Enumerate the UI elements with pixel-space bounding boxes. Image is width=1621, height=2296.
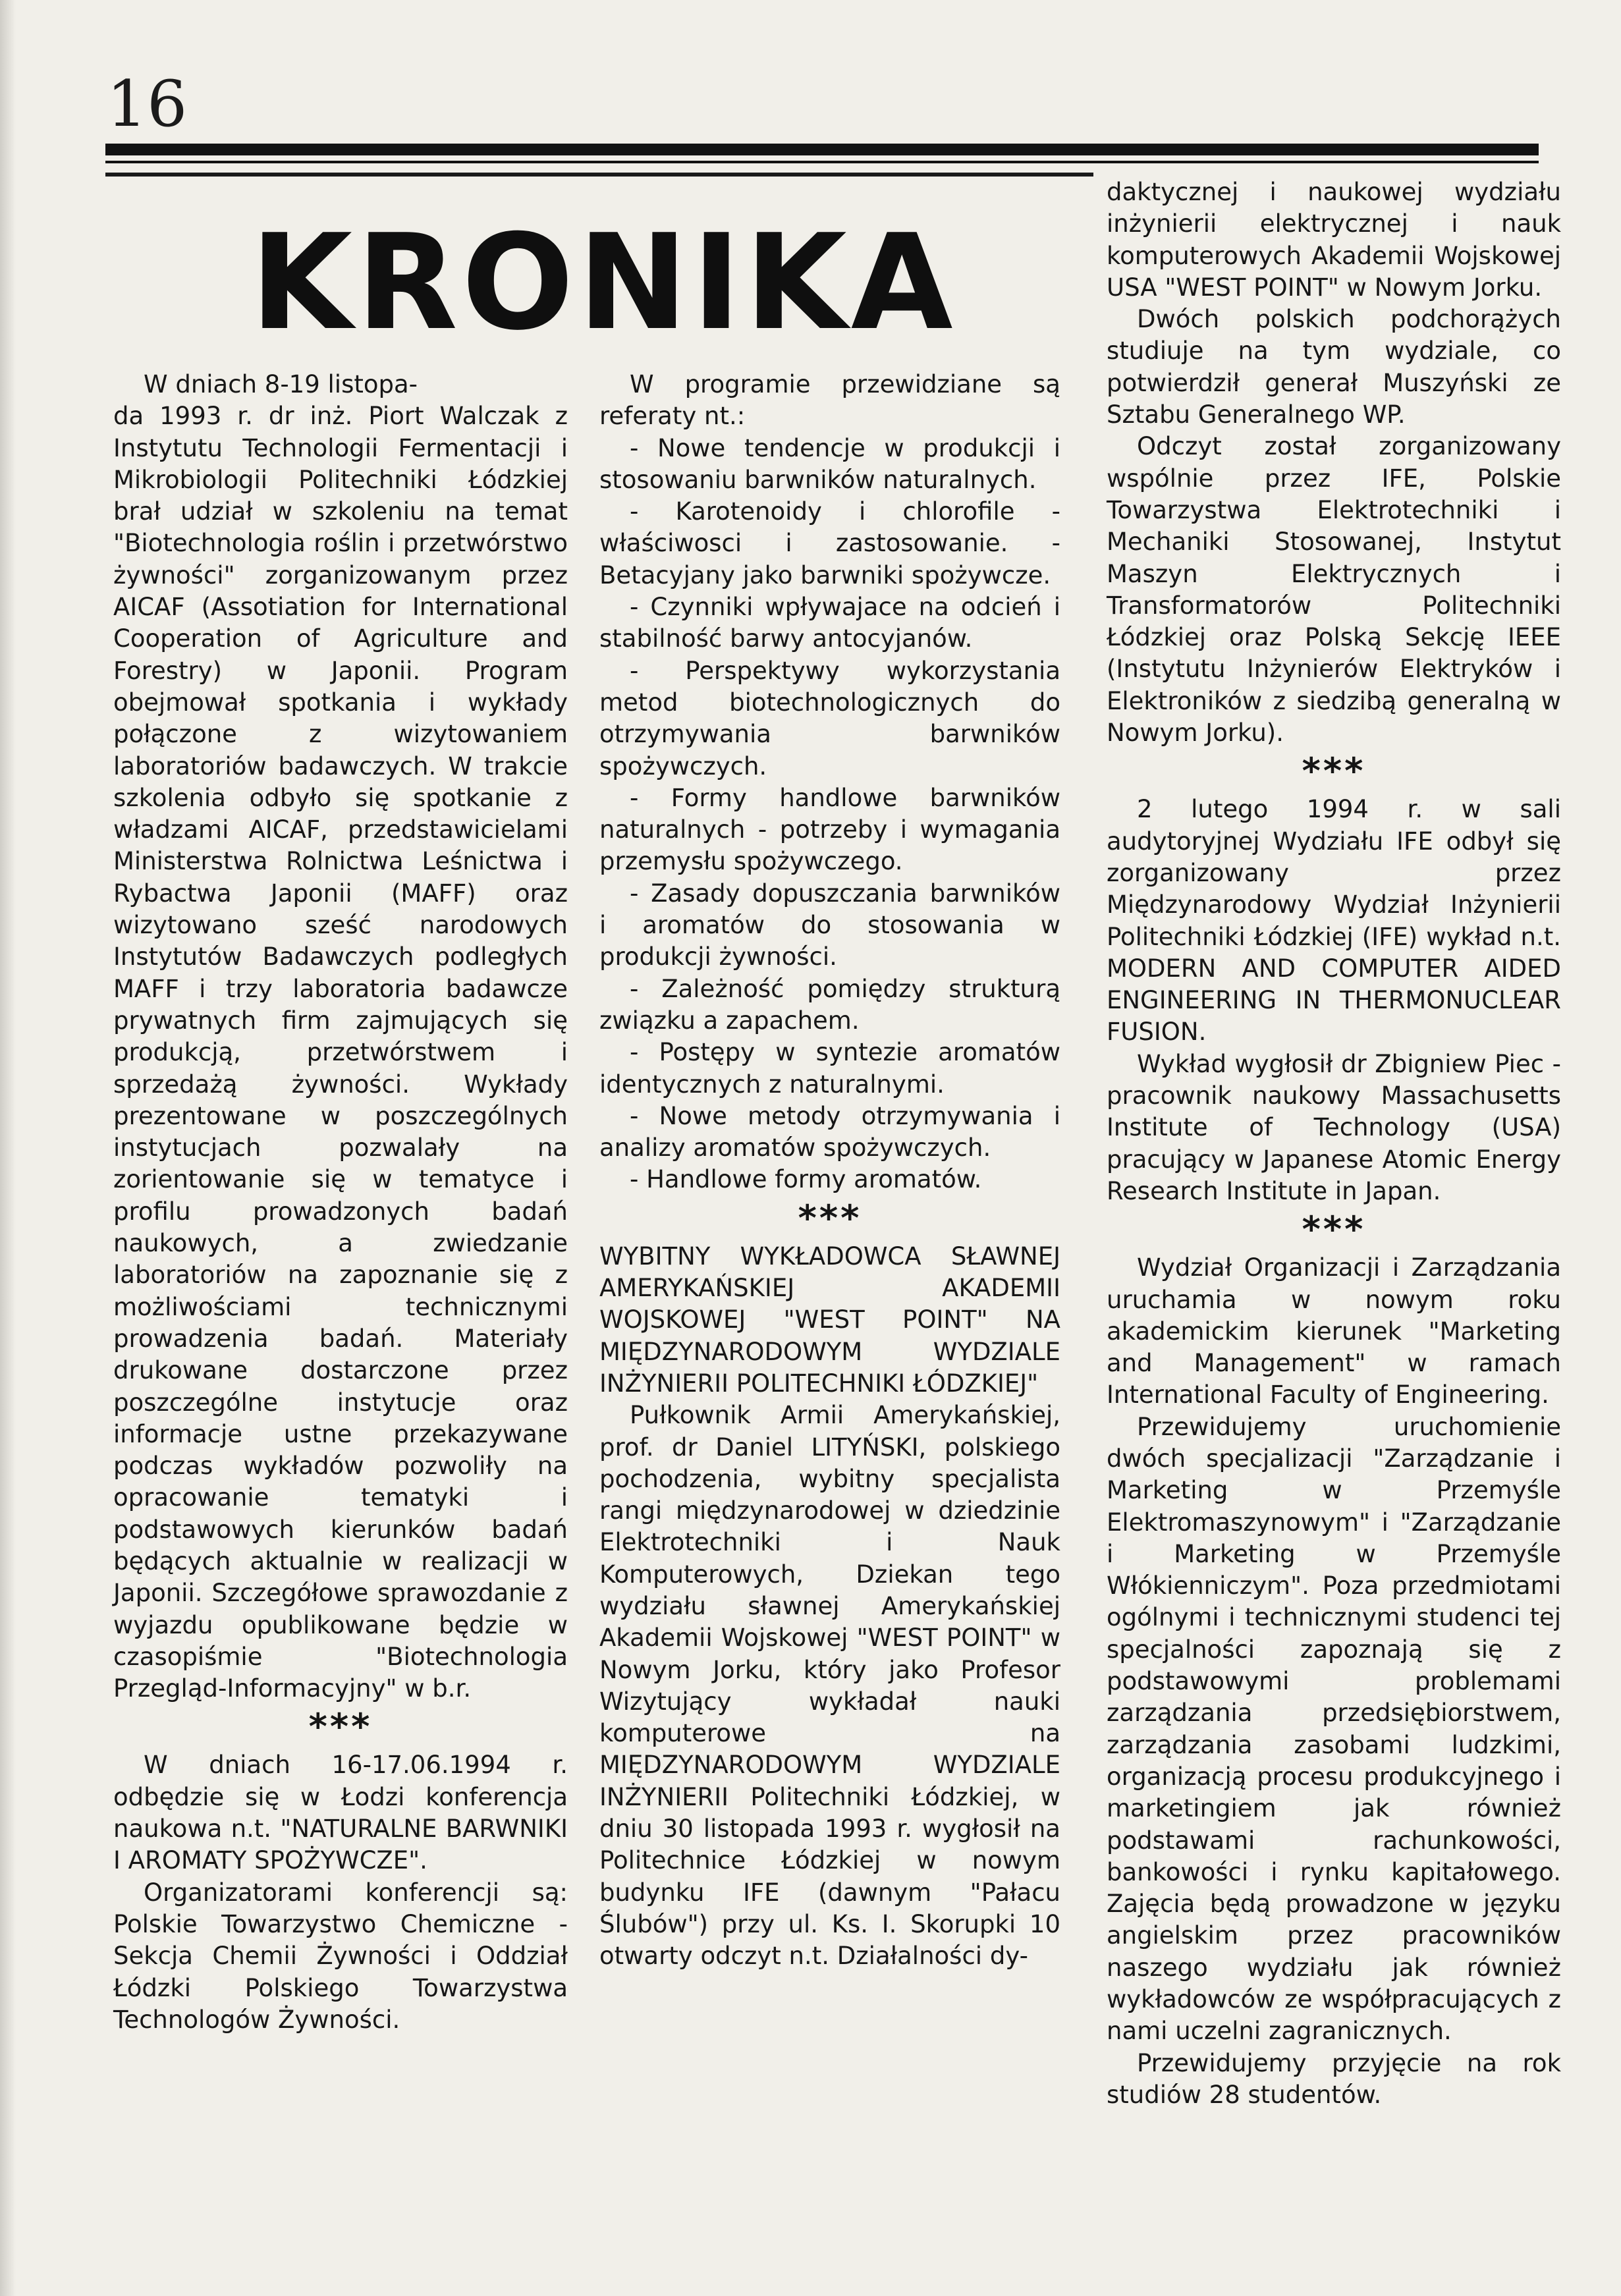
- list-item: - Nowe tendencje w produkcji i stosowaniu barwników naturalnych.: [599, 433, 1060, 494]
- list-item: - Postępy w syntezie aromatów identycznych z naturalnymi.: [599, 1038, 1060, 1099]
- paragraph-litynski-lecture: Pułkownik Armii Amerykańskiej, prof. dr Daniel LITYŃSKI, polskiego pochodzenia, wybitny specjalista rangi międzynarodowej w dziedzinie Elektrotechniki i Nauk Komputerowych, Dziekan tego wydziału sławnej Amerykańskiej Akademii Wojskowej "WEST POINT" w Nowym Jorku, który jako Profesor Wizytujący wykładał nauki komputerowe na MIĘDZYNARODOWYM WYDZIALE INŻYNIERII Politechniki Łódzkiej, w dniu 30 listopada 1993 r. wygłosił na Politechnice Łódzkiej w nowym budynku IFE (dawnym "Pałacu Ślubów") przy ul. Ks. I. Skorupki 10 otwarty odczyt n.t. Działalności dy-: [599, 1401, 1060, 1971]
- paragraph-cadets: Dwóch polskich podchorążych studiuje na tym wydziale, co potwierdził generał Muszyński ze Sztabu Generalnego WP.: [1107, 305, 1561, 429]
- list-item: - Czynniki wpływajace na odcień i stabilność barwy antocyjanów.: [599, 593, 1060, 653]
- list-item: - Perspektywy wykorzystania metod biotechnologicznych do otrzymywania barwników spożywczych.: [599, 656, 1060, 780]
- paragraph-lecturer: Wykład wygłosił dr Zbigniew Piec - pracownik naukowy Massachusetts Institute of Technology (USA) pracujący w Japanese Atomic Energy Research Institute in Japan.: [1107, 1049, 1561, 1205]
- binding-edge: [0, 0, 16, 2296]
- separator-stars: ***: [308, 1706, 373, 1748]
- paragraph-new-program: Wydział Organizacji i Zarządzania uruchamia w nowym roku akademickim kierunek "Marketing and Management" w ramach International Faculty of Engineering.: [1107, 1253, 1561, 1409]
- column-1: [113, 369, 568, 2036]
- header-rule-thin: [105, 161, 1539, 163]
- list-item: - Formy handlowe barwników naturalnych - potrzeby i wymagania przemysłu spożywczego.: [599, 783, 1060, 876]
- separator-stars: ***: [1302, 1209, 1366, 1251]
- header-rule-secondary: [105, 173, 1093, 177]
- paragraph-aicaf-training: W dniach 8-19 listopa- da 1993 r. dr inż. Piort Walczak z Instytutu Technologii Fermentacji i Mikrobiologii Politechniki Łódzkiej brał udział w szkoleniu na temat "Biotechnologia roślin i przetwórstwo żywności" zorganizowanym przez AICAF (Assotiation for International Cooperation of Agriculture and Forestry) w Japonii. Program obejmował spotkania i wykłady połączone z wizytowaniem laboratoriów badawczych. W trakcie szkolenia odbyło się spotkanie z władzami AICAF, przedstawicielami Ministerstwa Rolnictwa Leśnictwa i Rybactwa Japonii (MAFF) oraz wizytowano sześć narodowych Instytutów Badawczych podległych MAFF i trzy laboratoria badawcze prywatnych firm zajmujących się produkcją, przetwórstwem i sprzedażą żywności. Wykłady prezentowane w poszczególnych instytucjach pozwalały na zorientowanie się w tematyce i profilu prowadzonych badań naukowych, a zwiedzanie laboratoriów na zapoznanie się z możliwościami technicznymi prowadzenia badań. Materiały drukowane dostarczone przez poszczególne instytucje oraz informacje ustne przekazywane podczas wykładów pozwoliły na opracowanie tematyki i podstawowych kierunków badań będących aktualnie w realizacji w Japonii. Szczegółowe sprawozdanie z wyjazdu opublikowane będzie w czasopiśmie "Biotechnologia Przegląd-Informacyjny" w b.r.: [113, 370, 568, 1703]
- paragraph-continuation: daktycznej i naukowej wydziału inżynierii elektrycznej i nauk komputerowych Akademii Wojskowej USA "WEST POINT" w Nowym Jorku.: [1107, 178, 1561, 302]
- section-title: KRONIKA: [250, 206, 957, 360]
- list-item: - Zależność pomiędzy strukturą związku a zapachem.: [599, 974, 1060, 1035]
- list-item: - Nowe metody otrzymywania i analizy aromatów spożywczych.: [599, 1101, 1060, 1162]
- column-2: [599, 369, 1060, 1973]
- separator-stars: ***: [1302, 750, 1366, 792]
- paragraph-admissions: Przewidujemy przyjęcie na rok studiów 28 studentów.: [1107, 2048, 1561, 2109]
- article-headline: WYBITNY WYKŁADOWCA SŁAWNEJ AMERYKAŃSKIEJ AKADEMII WOJSKOWEJ "WEST POINT" NA MIĘDZYNARODOWYM WYDZIALE INŻYNIERII POLITECHNIKI ŁÓDZKIEJ": [599, 1242, 1060, 1398]
- list-item: - Zasady dopuszczania barwników i aromatów do stosowania w produkcji żywności.: [599, 879, 1060, 971]
- header-rule: [105, 144, 1539, 155]
- paragraph-fusion-lecture: 2 lutego 1994 r. w sali audytoryjnej Wydziału IFE odbył się zorganizowany przez Międzynarodowy Wydział Inżynierii Politechniki Łódzkiej (IFE) wykład n.t. MODERN AND COMPUTER AIDED ENGINEERING IN THERMONUCLEAR FUSION.: [1107, 795, 1561, 1047]
- list-item: - Karotenoidy i chlorofile - właściwosci i zastosowanie. - Betacyjany jako barwniki spożywcze.: [599, 497, 1060, 589]
- paragraph-program-intro: W programie przewidziane są referaty nt.:: [599, 370, 1060, 431]
- page-number: 16: [107, 67, 188, 141]
- separator-stars: ***: [798, 1197, 862, 1239]
- paragraph-specializations: Przewidujemy uruchomienie dwóch specjalizacji "Zarządzanie i Marketing w Przemyśle Elektromaszynowym" i "Zarządzanie i Marketing w Przemyśle Włókienniczym". Poza przedmiotami ogólnymi i technicznymi studenci tej specjalności zapoznają się z podstawowymi problemami zarządzania przedsiębiorstwem, zarządzania zasobami ludzkimi, organizacją procesu produkcyjnego i marketingiem jak również podstawami rachunkowości, bankowości i rynku kapitałowego. Zajęcia będą prowadzone w języku angielskim przez pracowników naszego wydziału jak również wykładowców ze współpracujących z nami uczelni zagranicznych.: [1107, 1412, 1561, 2046]
- column-3: [1107, 177, 1561, 2111]
- paragraph-conference-organizers: Organizatorami konferencji są: Polskie Towarzystwo Chemiczne - Sekcja Chemii Żywności i Oddział Łódzki Polskiego Towarzystwa Technologów Żywności.: [113, 1878, 568, 2034]
- paragraph-lecture-organizers: Odczyt został zorganizowany wspólnie przez IFE, Polskie Towarzystwa Elektrotechniki i Mechaniki Stosowanej, Instytut Maszyn Elektrycznych i Transformatorów Politechniki Łódzkiej oraz Polską Sekcję IEEE (Instytutu Inżynierów Elektryków i Elektroników z siedzibą generalną w Nowym Jorku).: [1107, 432, 1561, 748]
- paragraph-conference-announcement: W dniach 16-17.06.1994 r. odbędzie się w Łodzi konferencja naukowa n.t. "NATURALNE BARWNIKI I AROMATY SPOŻYWCZE".: [113, 1751, 568, 1875]
- list-item: - Handlowe formy aromatów.: [630, 1165, 982, 1194]
